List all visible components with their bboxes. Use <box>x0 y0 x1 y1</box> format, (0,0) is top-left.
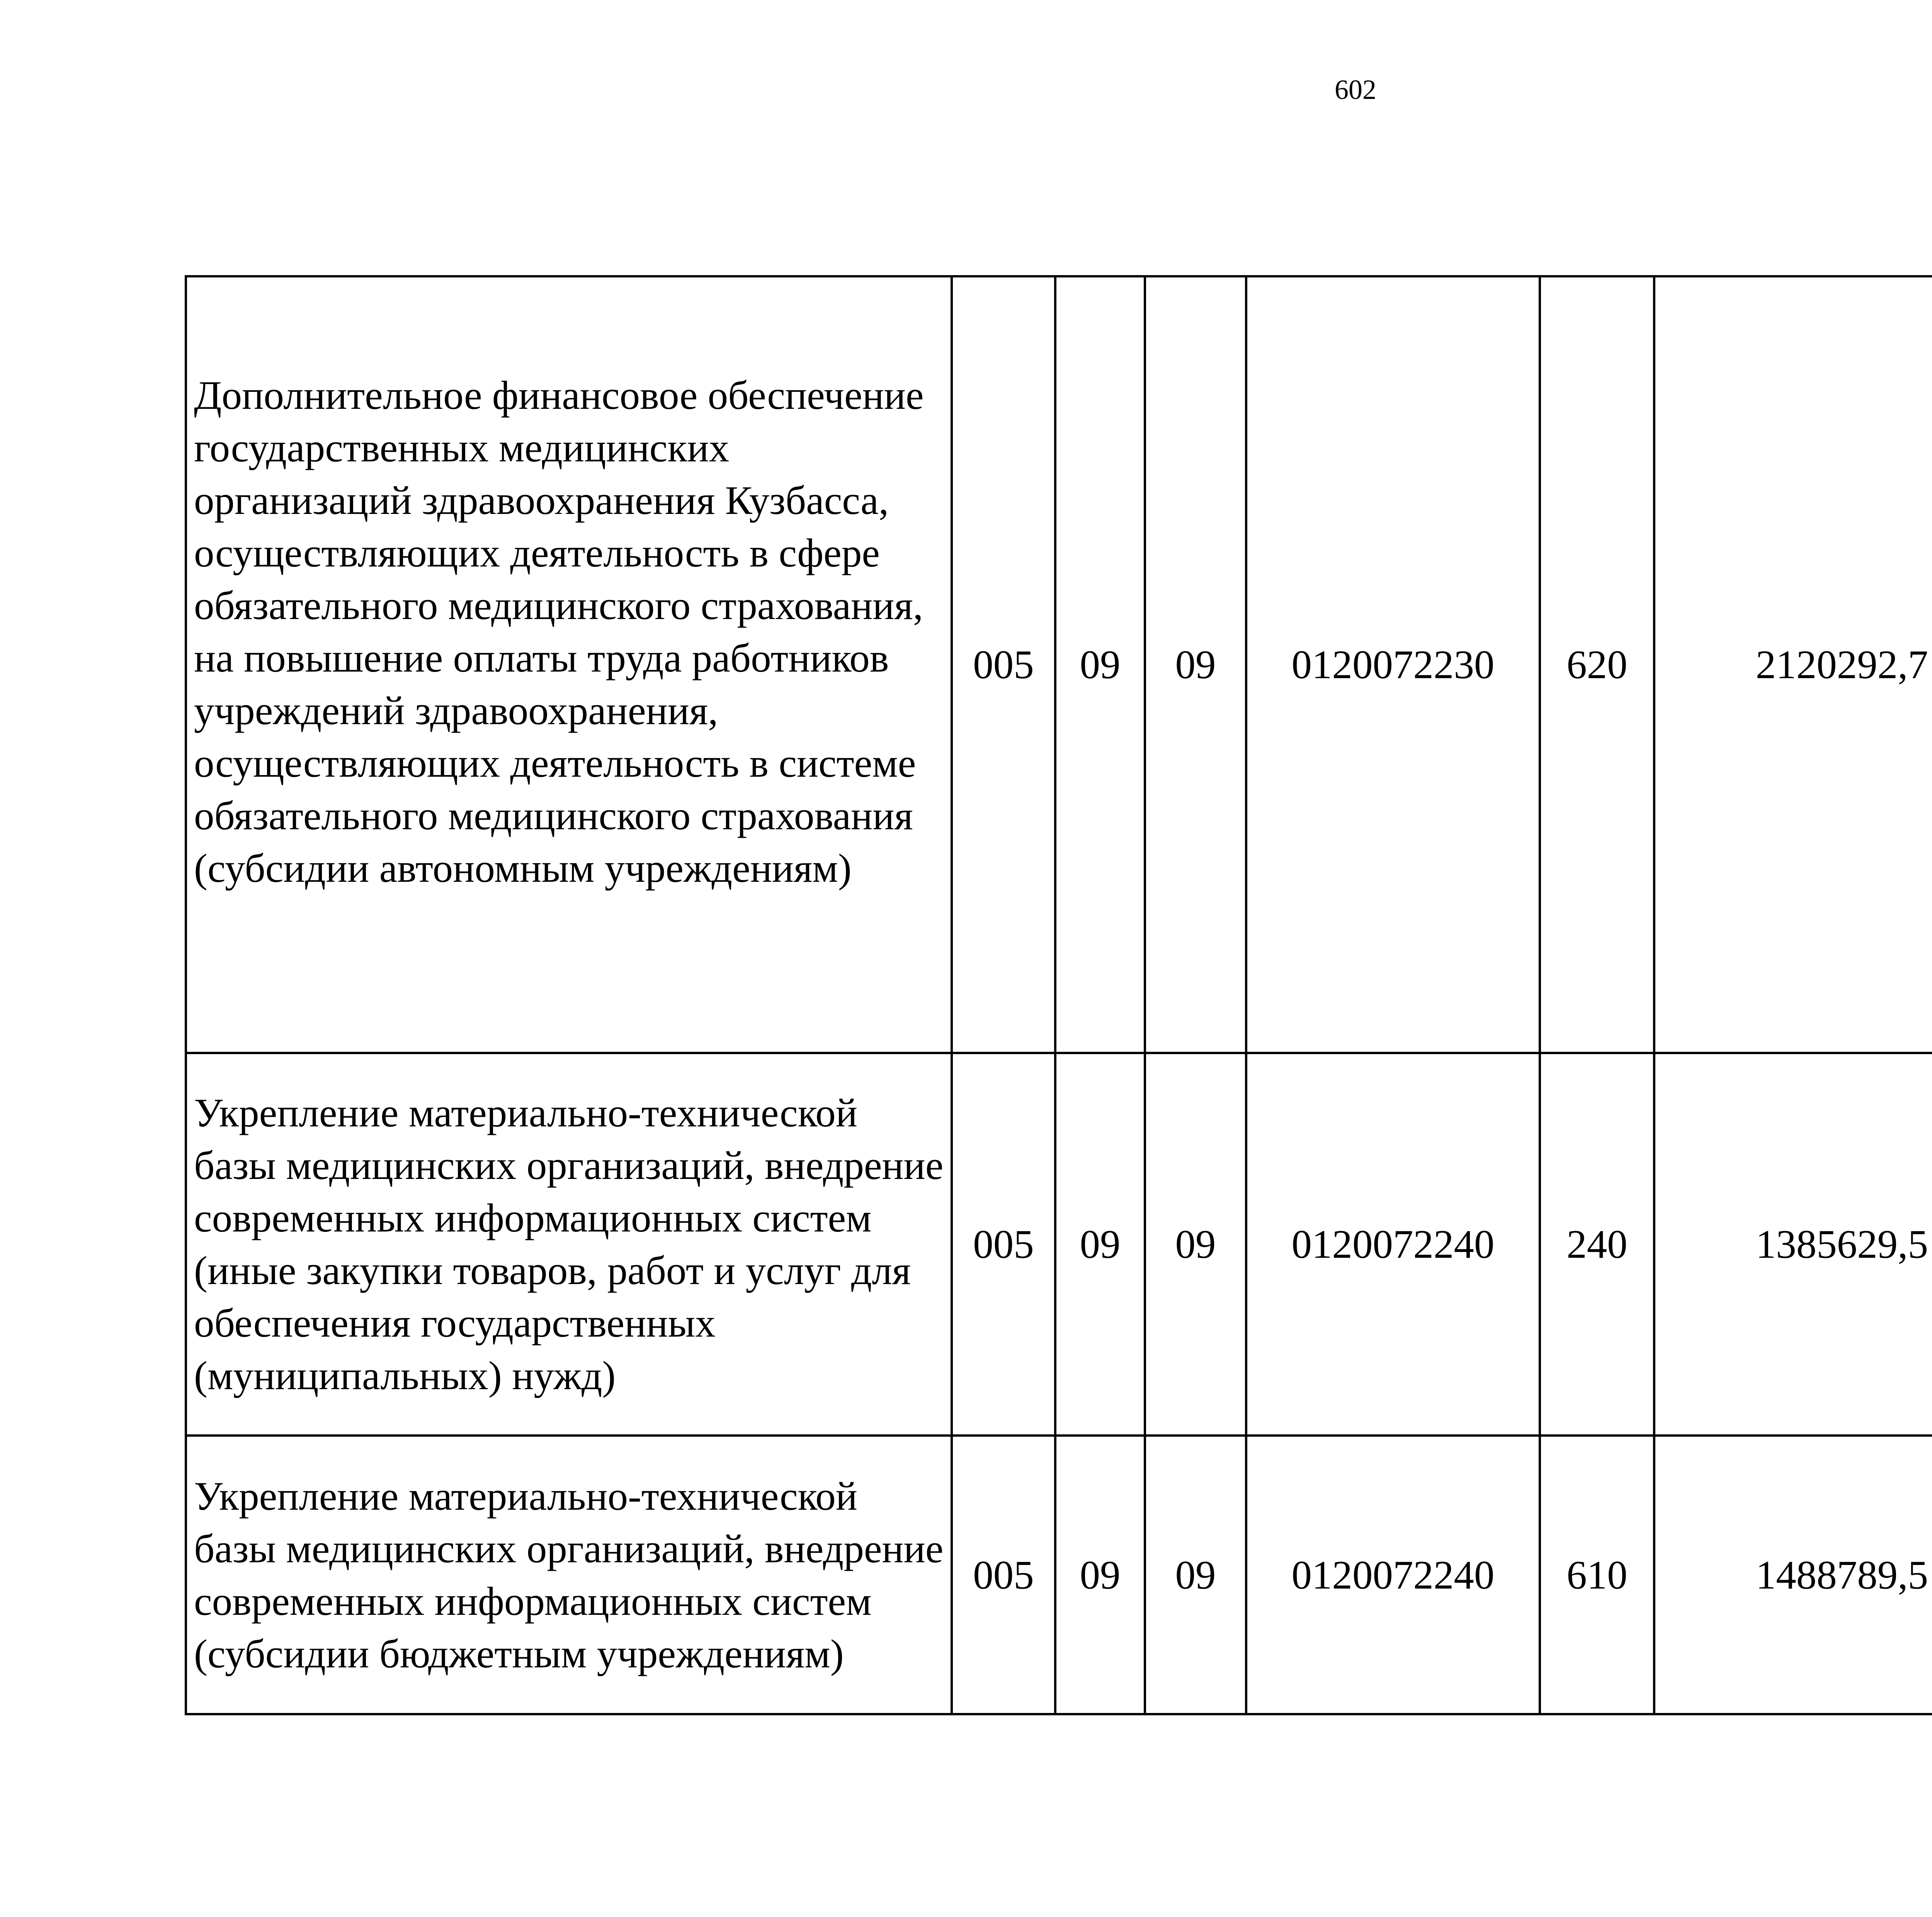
ministry-code: 005 <box>952 1436 1055 1714</box>
budget-table <box>185 275 1932 1715</box>
table-row <box>186 276 1932 1053</box>
section-code: 09 <box>1055 1053 1145 1436</box>
ministry-code: 005 <box>952 276 1055 1053</box>
subsection-code: 09 <box>1145 1053 1246 1436</box>
section-code: 09 <box>1055 276 1145 1053</box>
amount-1: 1488789,5 <box>1654 1436 1932 1714</box>
amount-1: 1385629,5 <box>1654 1053 1932 1436</box>
target-article-code: 0120072240 <box>1246 1053 1540 1436</box>
section-code: 09 <box>1055 1436 1145 1714</box>
ministry-code: 005 <box>952 1053 1055 1436</box>
page-number: 602 <box>1335 74 1376 105</box>
row-description: Дополнительное финансовое обеспечение государственных медицинских организаций здравоохранения Кузбасса, осуществляющих деятельность в сфере обязательного медицинского страхования, на повышение оплаты труда работников учреждений здравоохранения, осуществляющих деятельность в системе обязательного медицинского страхования (субсидии автономным учреждениям) <box>186 276 952 1053</box>
target-article-code: 0120072230 <box>1246 276 1540 1053</box>
row-description: Укрепление материально-технической базы медицинских организаций, внедрение современных информационных систем (иные закупки товаров, работ и услуг для обеспечения государственных (муниципальных) нужд) <box>186 1053 952 1436</box>
expense-type-code: 610 <box>1540 1436 1654 1714</box>
table-row <box>186 1436 1932 1714</box>
row-description: Укрепление материально-технической базы медицинских организаций, внедрение современных информационных систем (субсидии бюджетным учреждениям) <box>186 1436 952 1714</box>
expense-type-code: 620 <box>1540 276 1654 1053</box>
amount-1: 2120292,7 <box>1654 276 1932 1053</box>
table-row <box>186 1053 1932 1436</box>
subsection-code: 09 <box>1145 1436 1246 1714</box>
expense-type-code: 240 <box>1540 1053 1654 1436</box>
subsection-code: 09 <box>1145 276 1246 1053</box>
target-article-code: 0120072240 <box>1246 1436 1540 1714</box>
